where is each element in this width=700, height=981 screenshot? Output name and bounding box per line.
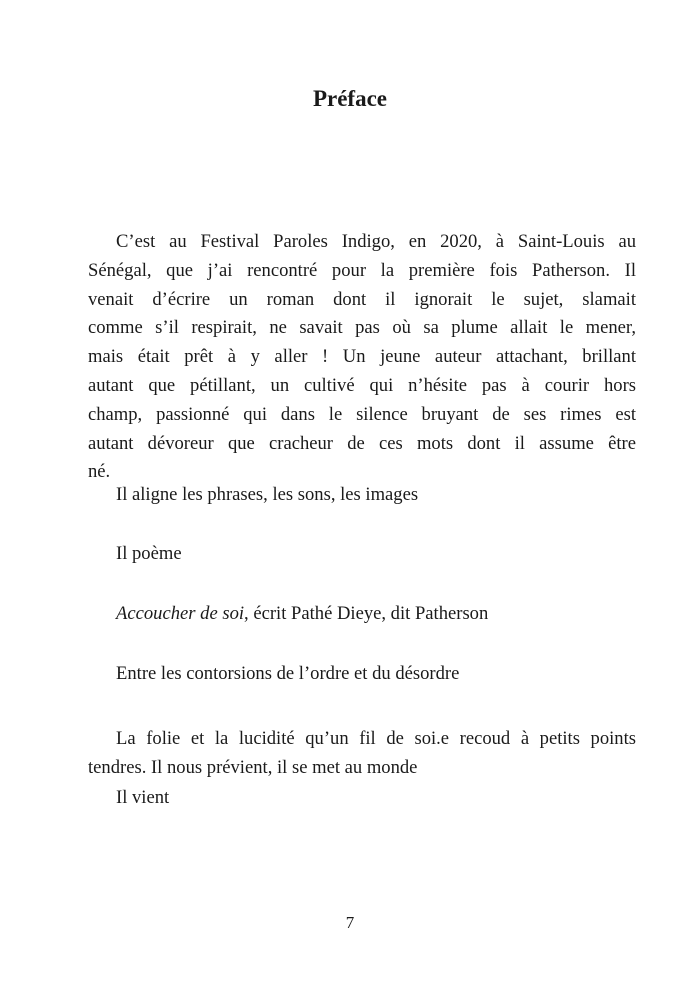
text-line: champ, passionné qui dans le silence bruyant de ses rimes est — [88, 403, 636, 425]
verse-line: Entre les contorsions de l’ordre et du désordre — [116, 663, 460, 684]
page-title: Préface — [312, 86, 388, 111]
intro-paragraph — [88, 228, 636, 487]
text-line: né. — [88, 461, 111, 483]
text-line: autant dévoreur que cracheur de ces mots dont il assume être — [88, 432, 636, 454]
text-line: C’est au Festival Paroles Indigo, en 2020, à Saint-Louis au — [116, 231, 636, 252]
folie-paragraph — [88, 725, 636, 783]
verse-line: Il vient — [116, 787, 170, 808]
verse-text: , écrit Pathé Dieye, dit Patherson — [244, 603, 489, 624]
verse-line: Il poème — [116, 543, 182, 564]
text-line: La folie et la lucidité qu’un fil de soi.e recoud à petits points — [116, 728, 636, 749]
text-line: Sénégal, que j’ai rencontré pour la première fois Patherson. Il — [88, 259, 636, 281]
verse-line — [116, 603, 488, 625]
page-number: 7 — [345, 913, 355, 932]
book-title: Accoucher de soi — [116, 603, 245, 624]
text-line: mais était prêt à y aller ! Un jeune auteur attachant, brillant — [88, 346, 636, 368]
text-line: tendres. Il nous prévient, il se met au monde — [88, 756, 418, 778]
text-line: autant que pétillant, un cultivé qui n’hésite pas à courir hors — [88, 374, 636, 396]
text-line: venait d’écrire un roman dont il ignorait le sujet, slamait — [88, 288, 636, 310]
text-line: comme s’il respirait, ne savait pas où sa plume allait le mener, — [88, 317, 636, 339]
verse-line: Il aligne les phrases, les sons, les images — [116, 484, 419, 505]
